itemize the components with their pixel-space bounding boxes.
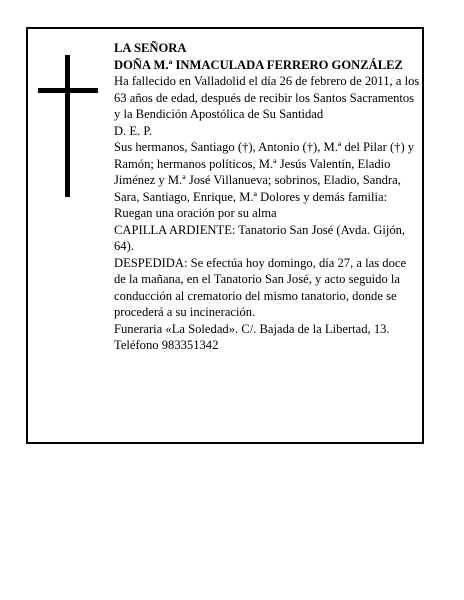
funeral-home-contact: Funeraria «La Soledad». C/. Bajada de la Libertad, 13. Teléfono 983351342 (114, 321, 390, 352)
cross-icon (38, 55, 98, 197)
obituary-text (114, 40, 420, 354)
prayer-request: Ruegan una oración por su alma (114, 206, 277, 220)
cross-vertical-bar (65, 55, 70, 197)
family-list: Sus hermanos, Santiago (†), Antonio (†), M.ª del Pilar (†) y Ramón; hermanos políticos, M.ª Jesús Valentín, Eladio Jiménez y M.ª José Villanueva; sobrinos, Eladio, Sandra, Sara, Santiago, Enrique, M.ª Dolores y demás familia: (114, 140, 415, 204)
farewell-details: DESPEDIDA: Se efectúa hoy domingo, día 27, a las doce de la mañana, en el Tanatorio San José, y acto seguido la conducción al crematorio del mismo tanatorio, donde se procederá a su incineración. (114, 255, 407, 319)
deceased-name: DOÑA M.ª INMACULADA FERRERO GONZÁLEZ (114, 57, 403, 72)
rip-line: D. E. P. (114, 123, 153, 138)
cross-horizontal-bar (38, 88, 98, 93)
chapel-details: CAPILLA ARDIENTE: Tanatorio San José (Avda. Gijón, 64). (114, 222, 406, 253)
obituary-heading-title: LA SEÑORA (114, 41, 187, 55)
death-announcement: Ha fallecido en Valladolid el día 26 de febrero de 2011, a los 63 años de edad, después de recibir los Santos Sacramentos y la Bendición Apostólica de Su Santidad (114, 74, 420, 121)
